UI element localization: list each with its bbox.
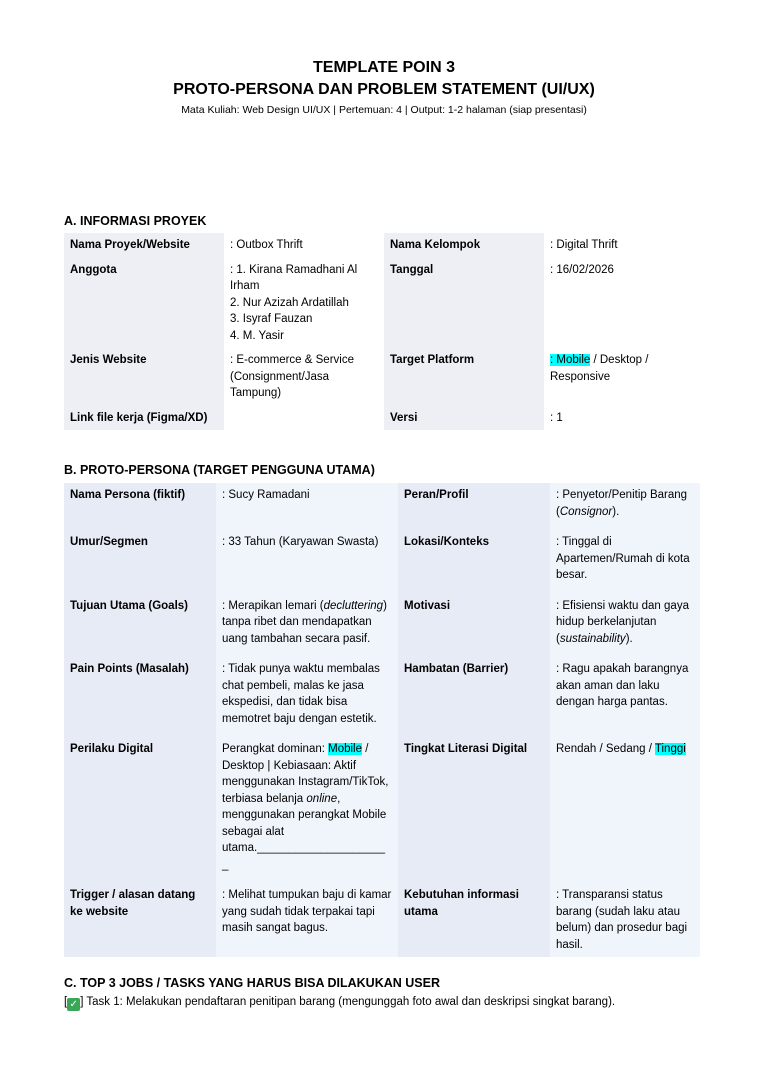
label-tanggal: Tanggal (384, 258, 544, 349)
label-nama-kelompok: Nama Kelompok (384, 233, 544, 258)
value-nama-kelompok: : Digital Thrift (550, 239, 618, 251)
table-row (64, 883, 700, 957)
table-row (64, 737, 700, 883)
label-literasi: Tingkat Literasi Digital (398, 737, 550, 883)
table-row (64, 530, 700, 594)
value-hambatan: : Ragu apakah barangnya akan aman dan laku dengan harga pantas. (550, 657, 700, 737)
value-tanggal: : 16/02/2026 (550, 263, 614, 276)
section-a-heading: A. INFORMASI PROYEK (64, 214, 207, 228)
anggota-line: 4. M. Yasir (230, 329, 284, 342)
label-anggota: Anggota (64, 258, 224, 349)
value-target-platform (544, 348, 708, 406)
value-motivasi: : Efisiensi waktu dan gaya hidup berkelanjutan (sustainability). (550, 594, 700, 658)
highlight-mobile: : Mobile (550, 354, 591, 366)
value-kebutuhan: : Transparansi status barang (sudah laku atau belum) dan prosedur bagi hasil. (550, 883, 700, 957)
label-nama-persona: Nama Persona (fiktif) (64, 483, 216, 530)
value-nama-persona: : Sucy Ramadani (216, 483, 398, 530)
project-info-table (64, 233, 708, 430)
anggota-line: : 1. Kirana Ramadhani Al Irham (230, 263, 358, 292)
table-row (64, 348, 708, 406)
page-title-line1: TEMPLATE POIN 3 (313, 59, 455, 76)
table-row (64, 594, 700, 658)
label-tujuan: Tujuan Utama (Goals) (64, 594, 216, 658)
table-row (64, 258, 708, 349)
value-nama-proyek: : Outbox Thrift (230, 239, 303, 251)
value-umur: : 33 Tahun (Karyawan Swasta) (216, 530, 398, 594)
highlight-tinggi: Tinggi (654, 743, 686, 755)
section-c-heading: C. TOP 3 JOBS / TASKS YANG HARUS BISA DILAKUKAN USER (64, 976, 440, 990)
label-kebutuhan: Kebutuhan informasi utama (398, 883, 550, 957)
anggota-line: 3. Isyraf Fauzan (230, 313, 313, 325)
label-umur: Umur/Segmen (64, 530, 216, 594)
highlight-mobile: Mobile (328, 743, 363, 755)
page-title-line2: PROTO-PERSONA DAN PROBLEM STATEMENT (UI/UX) (173, 81, 595, 98)
task-1: [ ✓ ] Task 1: Melakukan pendaftaran penitipan barang (mengunggah foto awal dan deskripsi singkat barang). (64, 996, 616, 1010)
label-hambatan: Hambatan (Barrier) (398, 657, 550, 737)
label-lokasi: Lokasi/Konteks (398, 530, 550, 594)
label-link-file: Link file kerja (Figma/XD) (64, 406, 224, 431)
label-motivasi: Motivasi (398, 594, 550, 658)
value-literasi: Rendah / Sedang / Tinggi (550, 737, 700, 883)
value-perilaku-digital: Perangkat dominan: Mobile / Desktop | Kebiasaan: Aktif menggunakan Instagram/TikTok, terbiasa belanja online, menggunakan perangkat Mobile sebagai alat utama.____________________ _ (216, 737, 398, 883)
table-row (64, 406, 708, 431)
label-target-platform: Target Platform (384, 348, 544, 406)
label-jenis-website: Jenis Website (64, 348, 224, 406)
value-lokasi: : Tinggal di Apartemen/Rumah di kota besar. (550, 530, 700, 594)
platform-rest: / Desktop / Responsive (550, 354, 649, 383)
value-peran: : Penyetor/Penitip Barang (Consignor). (550, 483, 700, 530)
proto-persona-table (64, 483, 700, 957)
page-subtitle: Mata Kuliah: Web Design UI/UX | Pertemuan: 4 | Output: 1-2 halaman (siap presentasi) (181, 104, 587, 116)
table-row (64, 657, 700, 737)
value-jenis-website: : E-commerce & Service (Consignment/Jasa Tampung) (230, 354, 354, 399)
label-versi: Versi (384, 406, 544, 431)
label-nama-proyek: Nama Proyek/Website (64, 233, 224, 258)
label-pain-points: Pain Points (Masalah) (64, 657, 216, 737)
value-versi: : 1 (550, 411, 563, 424)
table-row (64, 233, 708, 258)
value-tujuan: : Merapikan lemari (decluttering) tanpa ribet dan mendapatkan uang tambahan secara pasif. (216, 594, 398, 658)
label-perilaku-digital: Perilaku Digital (64, 737, 216, 883)
value-pain-points: : Tidak punya waktu membalas chat pembeli, malas ke jasa ekspedisi, dan tidak bisa memotret baju dengan estetik. (216, 657, 398, 737)
section-b-heading: B. PROTO-PERSONA (TARGET PENGGUNA UTAMA) (64, 463, 375, 477)
label-peran: Peran/Profil (398, 483, 550, 530)
label-trigger: Trigger / alasan datang ke website (64, 883, 216, 957)
checkmark-icon: ✓ (67, 998, 80, 1011)
anggota-line: 2. Nur Azizah Ardatillah (230, 296, 349, 309)
value-anggota (224, 258, 384, 349)
table-row (64, 483, 700, 530)
value-link-file (224, 406, 384, 431)
value-trigger: : Melihat tumpukan baju di kamar yang sudah tidak terpakai tapi masih sangat bagus. (216, 883, 398, 957)
